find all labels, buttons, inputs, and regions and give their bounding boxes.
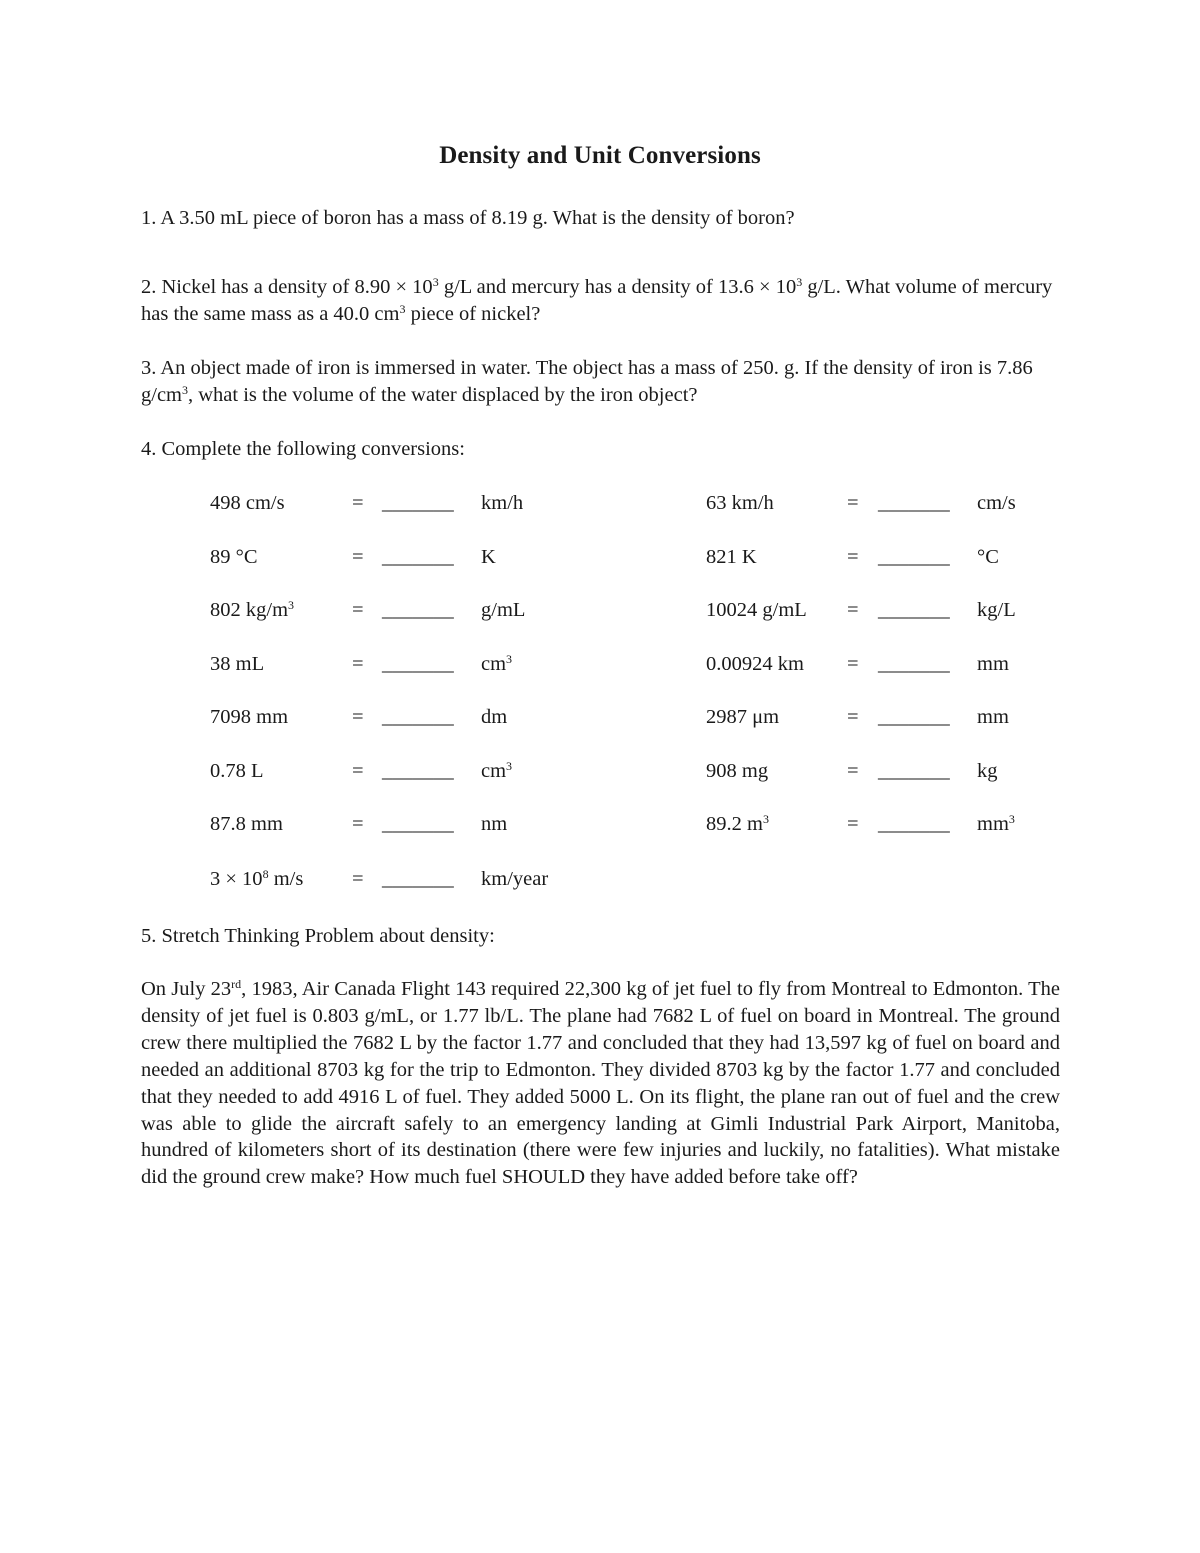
- target-unit-text: cm/s: [977, 492, 1016, 514]
- question-3-text: , what is the volume of the water displaced by the iron object?: [188, 384, 698, 406]
- question-2: [141, 274, 1061, 328]
- superscript: 3: [432, 275, 439, 289]
- target-unit: [977, 597, 1016, 624]
- equals-sign: =: [352, 546, 364, 568]
- given-value-text: 498 cm/s: [210, 492, 285, 514]
- equals-sign: =: [847, 706, 859, 728]
- answer-blank: _______: [878, 492, 950, 514]
- target-unit: [481, 544, 496, 571]
- target-unit: [481, 866, 548, 893]
- superscript: 3: [762, 812, 769, 826]
- equals-sign: =: [352, 868, 364, 890]
- conversion-given-value: [210, 597, 294, 624]
- equals-sign: =: [847, 492, 859, 514]
- conversion-given-value: [706, 704, 779, 731]
- conversion-given-value: [706, 811, 769, 838]
- answer-blank: _______: [382, 546, 454, 568]
- target-unit-text: °C: [977, 546, 999, 568]
- equals-sign: =: [847, 813, 859, 835]
- equals-sign: =: [352, 653, 364, 675]
- target-unit: [977, 490, 1016, 517]
- superscript: 3: [506, 759, 513, 773]
- target-unit-text: mm: [977, 813, 1009, 835]
- page-title: Density and Unit Conversions: [439, 142, 761, 169]
- question-4: 4. Complete the following conversions:: [141, 438, 465, 460]
- given-value-text: 908 mg: [706, 760, 769, 782]
- given-value-text: 63 km/h: [706, 492, 774, 514]
- target-unit-text: mm: [977, 653, 1009, 675]
- given-value-text: 3 × 10: [210, 868, 263, 890]
- given-value-text: 10024 g/mL: [706, 599, 807, 621]
- stretch-text: , 1983, Air Canada Flight 143 required 22,300 kg of jet fuel to fly from Montreal to Edmonton. The density of jet fuel is 0.803 g/mL, or 1.77 lb/L. The plane had 7682 L of fuel on board in Montreal. The ground crew there multiplied the 7682 L by the factor 1.77 and concluded that they had 13,597 kg of fuel on board and needed an additional 8703 kg for the trip to Edmonton. They divided 8703 kg by the factor 1.77 and concluded that they needed to add 4916 L of fuel. They added 5000 L. On its flight, the plane ran out of fuel and the crew was able to glide the aircraft safely to an emergency landing at Gimli Industrial Park Airport, Manitoba, hundred of kilometers short of its destination (there were few injuries and luckily, no fatalities). What mistake did the ground crew make? How much fuel SHOULD they have added before take off?: [141, 978, 1060, 1189]
- target-unit: [481, 651, 512, 678]
- conversion-given-value: [210, 544, 258, 571]
- answer-blank: _______: [878, 813, 950, 835]
- target-unit: [977, 811, 1015, 838]
- equals-sign: =: [352, 492, 364, 514]
- answer-blank: _______: [382, 599, 454, 621]
- answer-blank: _______: [382, 760, 454, 782]
- question-3-text: 3. An object made of iron is immersed in water. The object has a mass of 250. g. If the density of iron is 7.86 g/cm: [141, 357, 1033, 406]
- given-value-text: 7098 mm: [210, 706, 289, 728]
- answer-blank: _______: [878, 546, 950, 568]
- answer-blank: _______: [878, 760, 950, 782]
- target-unit: [481, 758, 512, 785]
- superscript: 3: [506, 652, 513, 666]
- target-unit-text: K: [481, 546, 496, 568]
- conversion-given-value: [706, 651, 804, 678]
- target-unit-text: cm: [481, 760, 507, 782]
- superscript: 3: [796, 275, 803, 289]
- question-3: [141, 355, 1061, 409]
- conversion-given-value: [706, 490, 774, 517]
- answer-blank: _______: [382, 653, 454, 675]
- answer-blank: _______: [382, 868, 454, 890]
- conversion-given-value: [706, 758, 768, 785]
- superscript: 3: [288, 598, 295, 612]
- equals-sign: =: [352, 599, 364, 621]
- target-unit: [977, 544, 999, 571]
- question-2-text: g/L and mercury has a density of 13.6 × 10: [438, 276, 797, 298]
- target-unit-text: mm: [977, 706, 1009, 728]
- given-value-text: 0.78 L: [210, 760, 264, 782]
- equals-sign: =: [847, 760, 859, 782]
- equals-sign: =: [352, 706, 364, 728]
- target-unit-text: dm: [481, 706, 508, 728]
- given-value-text: 38 mL: [210, 653, 265, 675]
- superscript: 3: [1008, 812, 1015, 826]
- question-2-text: piece of nickel?: [405, 303, 541, 325]
- target-unit-text: km/year: [481, 868, 549, 890]
- given-value-text: 2987 μm: [706, 706, 780, 728]
- target-unit-text: g/mL: [481, 599, 526, 621]
- question-2-text: 2. Nickel has a density of 8.90 × 10: [141, 276, 433, 298]
- target-unit-text: kg: [977, 760, 998, 782]
- superscript: 8: [262, 867, 269, 881]
- answer-blank: _______: [878, 653, 950, 675]
- question-5-heading: 5. Stretch Thinking Problem about density:: [141, 925, 495, 947]
- stretch-problem: [141, 976, 1060, 1191]
- conversion-given-value: [210, 704, 288, 731]
- answer-blank: _______: [878, 706, 950, 728]
- answer-blank: _______: [382, 813, 454, 835]
- superscript: rd: [231, 977, 242, 991]
- conversion-given-value: [210, 866, 303, 893]
- equals-sign: =: [847, 546, 859, 568]
- target-unit: [977, 704, 1009, 731]
- target-unit: [481, 490, 523, 517]
- answer-blank: _______: [382, 706, 454, 728]
- given-value-text: 0.00924 km: [706, 653, 804, 675]
- equals-sign: =: [847, 653, 859, 675]
- conversion-given-value: [210, 490, 285, 517]
- conversion-given-value: [210, 811, 283, 838]
- answer-blank: _______: [878, 599, 950, 621]
- conversion-given-value: [706, 544, 757, 571]
- equals-sign: =: [847, 599, 859, 621]
- target-unit: [977, 651, 1009, 678]
- given-value-text: 802 kg/m: [210, 599, 289, 621]
- target-unit: [481, 811, 507, 838]
- equals-sign: =: [352, 813, 364, 835]
- target-unit: [977, 758, 998, 785]
- conversion-given-value: [210, 758, 264, 785]
- target-unit-text: cm: [481, 653, 507, 675]
- stretch-text: On July 23: [141, 978, 232, 1000]
- given-value-text: 87.8 mm: [210, 813, 283, 835]
- target-unit-text: km/h: [481, 492, 524, 514]
- given-value-text: 821 K: [706, 546, 757, 568]
- superscript: 3: [182, 383, 188, 397]
- given-value-text: m/s: [268, 868, 304, 890]
- target-unit-text: kg/L: [977, 599, 1016, 621]
- conversion-given-value: [706, 597, 807, 624]
- conversion-given-value: [210, 651, 264, 678]
- superscript: 3: [399, 302, 406, 316]
- equals-sign: =: [352, 760, 364, 782]
- question-2-text: g/L. What volume of mercury has the same mass as a 40.0 cm: [141, 276, 1053, 325]
- answer-blank: _______: [382, 492, 454, 514]
- given-value-text: 89 °C: [210, 546, 258, 568]
- given-value-text: 89.2 m: [706, 813, 763, 835]
- target-unit: [481, 704, 507, 731]
- question-1: 1. A 3.50 mL piece of boron has a mass of 8.19 g. What is the density of boron?: [141, 207, 795, 229]
- target-unit: [481, 597, 525, 624]
- target-unit-text: nm: [481, 813, 508, 835]
- stretch-paragraph: [141, 976, 1060, 1191]
